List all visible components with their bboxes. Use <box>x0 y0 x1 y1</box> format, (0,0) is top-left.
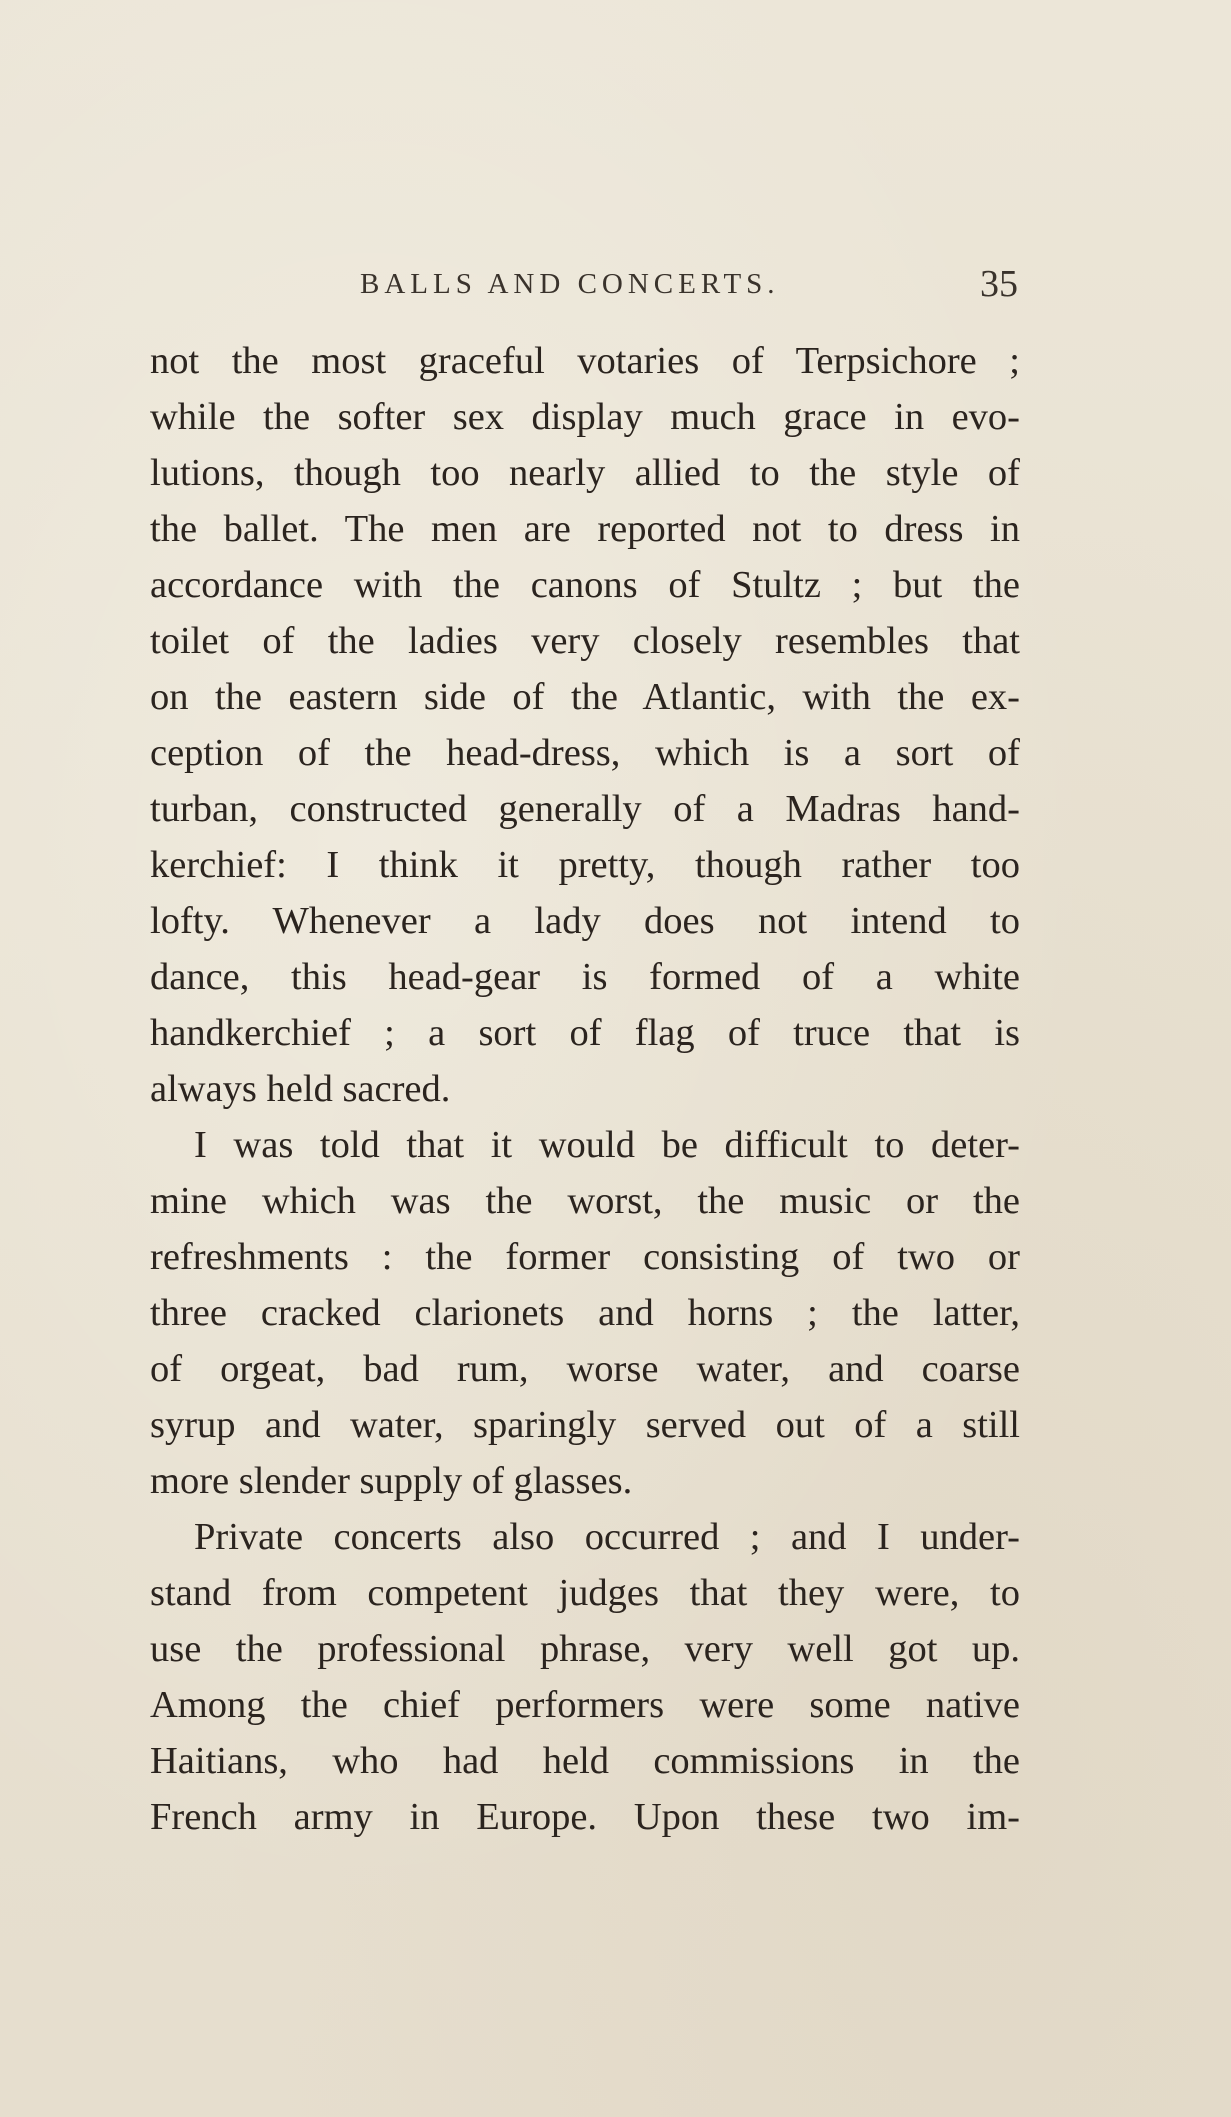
text-line: of orgeat, bad rum, worse water, and coarse <box>150 1348 1020 1390</box>
text-line: mine which was the worst, the music or the <box>150 1180 1020 1222</box>
text-line: stand from competent judges that they were, to <box>150 1572 1020 1614</box>
text-line: lutions, though too nearly allied to the style of <box>150 452 1020 494</box>
text-line: the ballet. The men are reported not to dress in <box>150 508 1020 550</box>
text-line: three cracked clarionets and horns ; the latter, <box>150 1292 1020 1334</box>
paragraph-start-line: I was told that it would be difficult to deter- <box>194 1124 1020 1166</box>
text-line: handkerchief ; a sort of flag of truce that is <box>150 1012 1020 1054</box>
text-line: refreshments : the former consisting of two or <box>150 1236 1020 1278</box>
text-line: not the most graceful votaries of Terpsichore ; <box>150 340 1020 382</box>
text-line: accordance with the canons of Stultz ; but the <box>150 564 1020 606</box>
text-line: on the eastern side of the Atlantic, with the ex- <box>150 676 1020 718</box>
running-title: BALLS AND CONCERTS. <box>360 268 780 300</box>
text-line: toilet of the ladies very closely resembles that <box>150 620 1020 662</box>
paragraph-end-line: always held sacred. <box>150 1068 451 1110</box>
paragraph-end-line: more slender supply of glasses. <box>150 1460 633 1502</box>
text-line: while the softer sex display much grace in evo- <box>150 396 1020 438</box>
text-line: Among the chief performers were some native <box>150 1684 1020 1726</box>
text-line: dance, this head-gear is formed of a white <box>150 956 1020 998</box>
body-text <box>150 333 1020 1845</box>
paragraph-start-line: Private concerts also occurred ; and I under- <box>194 1516 1020 1558</box>
text-line: Haitians, who had held commissions in the <box>150 1740 1020 1782</box>
text-line: ception of the head-dress, which is a sort of <box>150 732 1020 774</box>
text-line: lofty. Whenever a lady does not intend to <box>150 900 1020 942</box>
text-line: use the professional phrase, very well got up. <box>150 1628 1020 1670</box>
page-number: 35 <box>980 263 1018 305</box>
text-line: French army in Europe. Upon these two im- <box>150 1796 1020 1838</box>
text-line: turban, constructed generally of a Madras hand- <box>150 788 1020 830</box>
text-line: syrup and water, sparingly served out of a still <box>150 1404 1020 1446</box>
text-line: kerchief: I think it pretty, though rather too <box>150 844 1020 886</box>
running-head <box>0 262 1231 312</box>
